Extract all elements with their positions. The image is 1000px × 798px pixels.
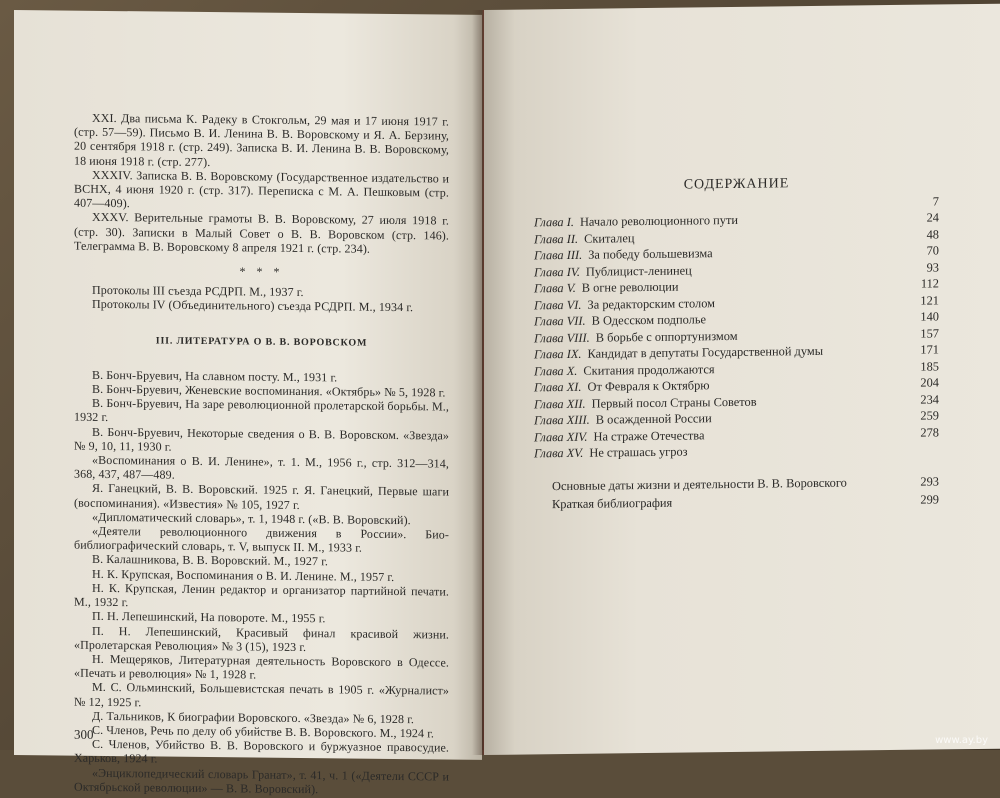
bib-entry: XXXIV. Записка В. В. Воровскому (Государственное издательство и ВСНХ, 4 июня 1920 г. (стр. 317). Переписка с М. А. Пешковым (стр. 407—409). xyxy=(74,167,449,211)
chapter-title: От Февраля к Октябрю xyxy=(587,378,710,394)
literature-entry: «Деятели революционного движения в России». Био-библиографический словарь, т. V, выпуск II. М., 1933 г. xyxy=(74,523,449,555)
literature-entry: В. Бонч-Бруевич, На славном посту. М., 1931 г. xyxy=(92,367,338,385)
literature-entry: Д. Тальников, К биографии Воровского. «Звезда» № 6, 1928 г. xyxy=(92,708,414,726)
chapter-page: 93 xyxy=(926,259,939,275)
chapter-title: Не страшась угроз xyxy=(589,444,688,460)
chapter-page: 112 xyxy=(920,276,939,291)
chapter-page: 121 xyxy=(920,292,939,308)
chapter-title: За редакторским столом xyxy=(587,295,716,312)
literature-entry: П. Н. Лепешинский, На повороте. М., 1955 г. xyxy=(92,609,326,626)
section-title: III. ЛИТЕРАТУРА О В. В. ВОРОВСКОМ xyxy=(155,335,368,349)
literature-entry: П. Н. Лепешинский, Красивый финал красивой жизни. «Пролетарская Революция» № 3 (15), 1923 г. xyxy=(74,623,449,654)
chapter-label: Глава VII. xyxy=(534,313,586,329)
toc-chapter-list xyxy=(534,209,939,461)
right-page xyxy=(484,4,1000,755)
chapter-page: 234 xyxy=(920,391,939,407)
literature-entry: В. Бонч-Бруевич, Женевские воспоминания. «Октябрь» № 5, 1928 г. xyxy=(92,381,446,400)
bib-entry: XXXV. Верительные грамоты В. В. Воровскому, 27 июля 1918 г. (стр. 30). Записки в Малый Совет о В. В. Воровском (стр. 146). Телеграмма В. В. Воровскому 8 апреля 1921 г. (стр. 234). xyxy=(74,210,449,256)
chapter-page: 185 xyxy=(920,358,939,374)
protocol-entry: Протоколы IV (Объединительного) съезда РСДРП. М., 1934 г. xyxy=(92,297,414,315)
literature-entry: «Дипломатический словарь», т. 1, 1948 г. («В. В. Воровский). xyxy=(92,509,411,528)
literature-entry: М. С. Ольминский, Большевистская печать в 1905 г. «Журналист» № 12, 1925 г. xyxy=(74,680,449,709)
chapter-page: 278 xyxy=(920,424,939,440)
table-of-contents xyxy=(534,174,939,512)
literature-entry: «Воспоминания о В. И. Ленине», т. 1. М., 1956 г., стр. 312—314, 368, 437, 487—489. xyxy=(74,452,449,482)
chapter-title: Первый посол Страны Советов xyxy=(591,394,757,411)
chapter-label: Глава XV. xyxy=(534,445,584,461)
literature-entry: Я. Ганецкий, В. В. Воровский. 1925 г. Я. Ганецкий, Первые шаги (воспоминания). «Известия» № 105, 1927 г. xyxy=(74,481,449,512)
chapter-title: На страже Отечества xyxy=(593,427,705,444)
chapter-title: Публицист-ленинец xyxy=(585,262,692,279)
protocol-entry: Протоколы III съезда РСДРП. М., 1937 г. xyxy=(92,283,304,300)
chapter-page: 70 xyxy=(926,243,939,258)
chapter-label: Глава X. xyxy=(534,363,578,378)
chapter-title: Начало революционного пути xyxy=(579,212,739,229)
toc-intro-page: 7 xyxy=(932,193,939,209)
literature-entry: Н. Мещеряков, Литературная деятельность Воровского в Одессе. «Печать и революция» № 1, 1928 г. xyxy=(74,651,449,682)
separator-stars: * * * xyxy=(239,264,284,279)
extra-page: 293 xyxy=(920,473,939,489)
toc-title: СОДЕРЖАНИЕ xyxy=(683,176,790,193)
chapter-title: В огне революции xyxy=(581,279,679,295)
chapter-page: 140 xyxy=(920,309,939,324)
chapter-page: 48 xyxy=(926,226,939,242)
chapter-title: В Одесском подполье xyxy=(591,312,706,328)
chapter-page: 171 xyxy=(920,342,939,357)
literature-entry: «Энциклопедический словарь Гранат», т. 41, ч. 1 («Деятели СССР и Октябрьской революции» — В. В. Воровский). xyxy=(74,765,449,796)
chapter-label: Глава XI. xyxy=(534,379,582,395)
open-book xyxy=(14,10,1000,796)
chapter-page: 157 xyxy=(920,325,939,341)
chapter-label: Глава VI. xyxy=(534,297,582,312)
chapter-label: Глава III. xyxy=(534,247,583,263)
chapter-label: Глава II. xyxy=(534,231,579,246)
toc-extra-list xyxy=(534,473,939,513)
chapter-title: В осажденной России xyxy=(595,411,712,427)
bibliography-text xyxy=(74,111,449,798)
chapter-label: Глава XIV. xyxy=(534,429,588,444)
chapter-title: Скиталец xyxy=(584,230,635,246)
extra-title: Краткая библиография xyxy=(552,495,673,512)
watermark: www.ay.by xyxy=(935,735,988,746)
chapter-label: Глава IX. xyxy=(534,346,582,362)
literature-entry: Н. К. Крупская, Воспоминания о В. И. Ленине. М., 1957 г. xyxy=(92,566,395,584)
chapter-title: Скитания продолжаются xyxy=(583,361,715,378)
literature-entry: С. Членов, Убийство В. В. Воровского и буржуазное правосудие. Харьков, 1924 г. xyxy=(74,736,449,766)
literature-entry: В. Калашникова, В. В. Воровский. М., 1927 г. xyxy=(92,552,328,569)
chapter-label: Глава IV. xyxy=(534,264,580,279)
chapter-title: Кандидат в депутаты Государственной думы xyxy=(587,343,824,361)
literature-entry: В. Бонч-Бруевич, На заре революционной пролетарской борьбы. М., 1932 г. xyxy=(74,396,449,425)
chapter-label: Глава VIII. xyxy=(534,330,590,345)
chapter-label: Глава XIII. xyxy=(534,412,590,428)
literature-entry: С. Членов, Речь по делу об убийстве В. В. Воровского. М., 1924 г. xyxy=(92,722,435,741)
extra-page: 299 xyxy=(920,492,939,507)
literature-entry: Н. К. Крупская, Ленин редактор и организатор партийной печати. М., 1932 г. xyxy=(74,580,449,610)
chapter-label: Глава V. xyxy=(534,280,576,296)
chapter-page: 204 xyxy=(920,375,939,390)
chapter-label: Глава XII. xyxy=(534,396,586,411)
page-number: 300 xyxy=(74,726,94,742)
extra-title: Основные даты жизни и деятельности В. В. Воровского xyxy=(552,475,847,493)
chapter-title: В борьбе с оппортунизмом xyxy=(595,328,738,345)
toc-extra-row xyxy=(534,491,939,512)
chapter-title: За победу большевизма xyxy=(588,246,713,262)
chapter-page: 24 xyxy=(926,210,939,225)
literature-entry: В. Бонч-Бруевич, Некоторые сведения о В. В. Воровском. «Звезда» № 9, 10, 11, 1930 г. xyxy=(74,424,449,454)
bib-entry: XXI. Два письма К. Радеку в Стокгольм, 29 мая и 17 июня 1917 г. (стр. 57—59). Письмо В. И. Ленина В. В. Воровскому и Я. А. Берзину, 20 сентября 1918 г. (стр. 249). Записка В. И. Ленина В. В. Воровскому, 18 июня 1918 г. (стр. 277). xyxy=(74,110,449,169)
chapter-page: 259 xyxy=(920,408,939,423)
chapter-label: Глава I. xyxy=(534,214,574,230)
left-page xyxy=(14,10,482,796)
